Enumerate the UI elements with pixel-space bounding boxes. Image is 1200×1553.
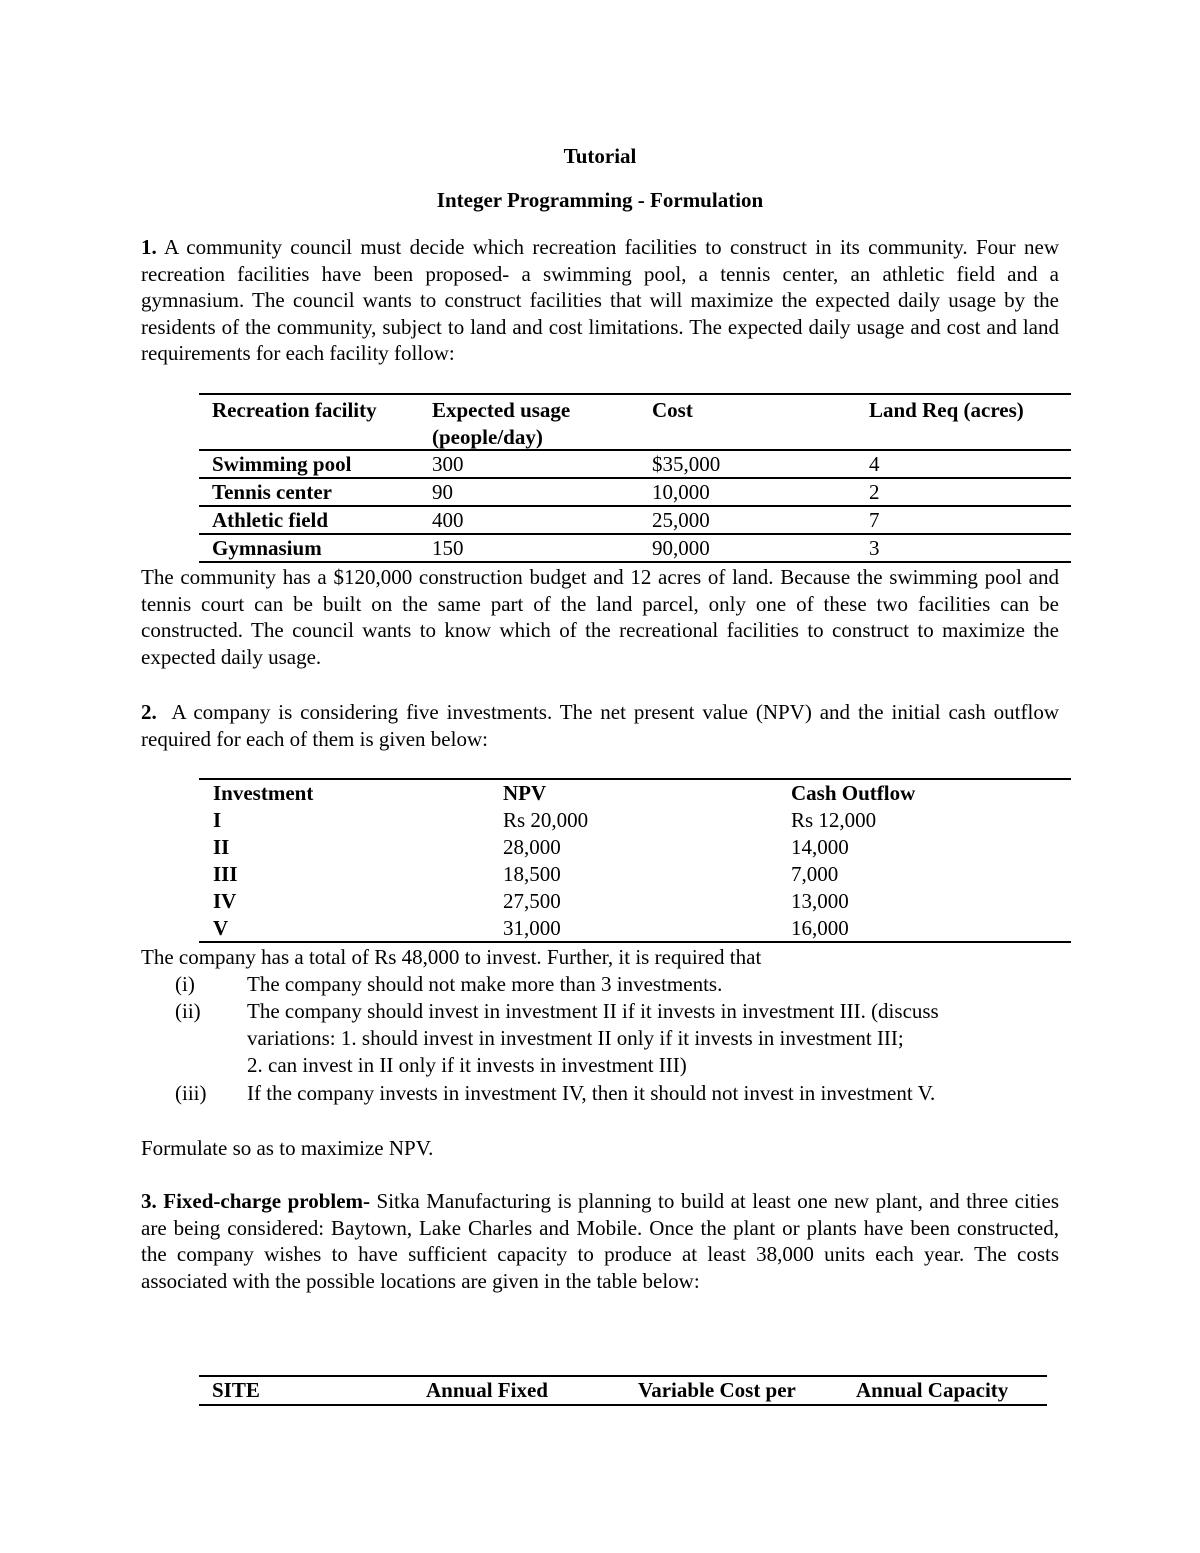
- table-cell: 10,000: [652, 480, 710, 504]
- q1-row-rule: [199, 505, 1071, 507]
- q3-header-annual-capacity: Annual Capacity: [856, 1378, 1009, 1402]
- table-cell: 31,000: [503, 916, 561, 940]
- q3-header-rule: [199, 1404, 1047, 1406]
- table-cell: 300: [432, 452, 464, 476]
- list-item-text: The company should invest in investment II if it invests in investment III. (discuss: [247, 999, 939, 1023]
- table-cell: 14,000: [791, 835, 849, 859]
- table-cell: 16,000: [791, 916, 849, 940]
- list-item-label: (i): [175, 972, 195, 996]
- q3-heading: Fixed-charge problem-: [163, 1189, 371, 1213]
- q1-table-top-rule: [199, 393, 1071, 395]
- table-cell: 150: [432, 536, 464, 560]
- table-cell: Gymnasium: [212, 536, 322, 560]
- table-cell: II: [213, 835, 230, 859]
- q1-header-usage: Expected usage: [432, 398, 571, 422]
- list-item-text: The company should not make more than 3 investments.: [247, 972, 723, 996]
- table-cell: IV: [213, 889, 237, 913]
- q2-intro-text: A company is considering five investments. The net present value (NPV) and the initial cash outflow required for each of them is given below:: [141, 700, 1060, 751]
- q1-header-facility: Recreation facility: [212, 398, 377, 422]
- table-cell: Swimming pool: [212, 452, 352, 476]
- list-item-label: (iii): [175, 1081, 207, 1105]
- table-cell: 25,000: [652, 508, 710, 532]
- table-cell: 18,500: [503, 862, 561, 886]
- list-item-text: 2. can invest in II only if it invests in investment III): [247, 1053, 687, 1077]
- q2-after-paragraph: The company has a total of Rs 48,000 to invest. Further, it is required that: [141, 945, 762, 969]
- table-cell: $35,000: [652, 452, 721, 476]
- table-cell: 7: [869, 508, 880, 532]
- q1-intro-text: A community council must decide which recreation facilities to construct in its community. Four new recreation facilities have been proposed- a swimming pool, a tennis center, an athletic field and a gymnasium. The council wants to construct facilities that will maximize the expected daily usage by the residents of the community, subject to land and cost limitations. The expected daily usage and cost and land requirements for each facility follow:: [141, 235, 1059, 365]
- q1-header-land: Land Req (acres): [869, 398, 1024, 422]
- list-item-text: variations: 1. should invest in investment II only if it invests in investment III;: [247, 1026, 904, 1050]
- table-cell: 90,000: [652, 536, 710, 560]
- q2-header-investment: Investment: [213, 781, 314, 805]
- table-cell: V: [213, 916, 229, 940]
- q2-header-npv: NPV: [503, 781, 547, 805]
- document-title: Tutorial: [563, 144, 637, 168]
- table-cell: 7,000: [791, 862, 839, 886]
- list-item-label: (ii): [175, 999, 201, 1023]
- table-cell: 4: [869, 452, 880, 476]
- table-cell: III: [213, 862, 238, 886]
- q2-formulate-text: Formulate so as to maximize NPV.: [141, 1136, 434, 1160]
- table-cell: 13,000: [791, 889, 849, 913]
- table-cell: 28,000: [503, 835, 561, 859]
- table-cell: 3: [869, 536, 880, 560]
- q2-intro-paragraph: [141, 699, 1059, 752]
- table-cell: 90: [432, 480, 453, 504]
- list-item-text: If the company invests in investment IV, then it should not invest in investment V.: [247, 1081, 936, 1105]
- q1-intro-paragraph: [141, 234, 1059, 367]
- q1-row-rule: [199, 533, 1071, 535]
- table-cell: 2: [869, 480, 880, 504]
- table-cell: 400: [432, 508, 464, 532]
- table-cell: 27,500: [503, 889, 561, 913]
- q1-header-cost: Cost: [652, 398, 693, 422]
- q1-after-paragraph: The community has a $120,000 construction budget and 12 acres of land. Because the swimming pool and tennis court can be built on the same part of the land parcel, only one of these two facilities can be constructed. The council wants to know which of the recreational facilities to construct to maximize the expected daily usage.: [141, 565, 1059, 669]
- table-cell: I: [213, 808, 222, 832]
- q2-header-cash-outflow: Cash Outflow: [791, 781, 916, 805]
- q3-header-variable-cost: Variable Cost per: [638, 1378, 796, 1402]
- q2-table-bottom-rule: [199, 941, 1071, 943]
- q3-number: 3.: [141, 1189, 157, 1213]
- table-cell: Tennis center: [212, 480, 332, 504]
- table-cell: Rs 12,000: [791, 808, 877, 832]
- q3-header-annual-fixed: Annual Fixed: [426, 1378, 548, 1402]
- q2-table-top-rule: [199, 778, 1071, 780]
- q3-header-site: SITE: [212, 1378, 260, 1402]
- q3-intro-text: Sitka Manufacturing is planning to build at least one new plant, and three cities are being considered: Baytown, Lake Charles and Mobile. Once the plant or plants have been constructed, the company wishes to have sufficient capacity to produce at least 38,000 units each year. The costs associated with the possible locations are given in the table below:: [141, 1189, 1059, 1293]
- q1-number: 1.: [141, 235, 157, 259]
- q1-table-bottom-rule: [199, 561, 1071, 563]
- q1-header-usage-unit: (people/day): [432, 425, 543, 449]
- q2-number: 2.: [141, 700, 157, 724]
- table-cell: Rs 20,000: [503, 808, 589, 832]
- q3-intro-paragraph: [141, 1188, 1059, 1294]
- table-cell: Athletic field: [212, 508, 329, 532]
- document-subtitle: Integer Programming - Formulation: [436, 188, 764, 212]
